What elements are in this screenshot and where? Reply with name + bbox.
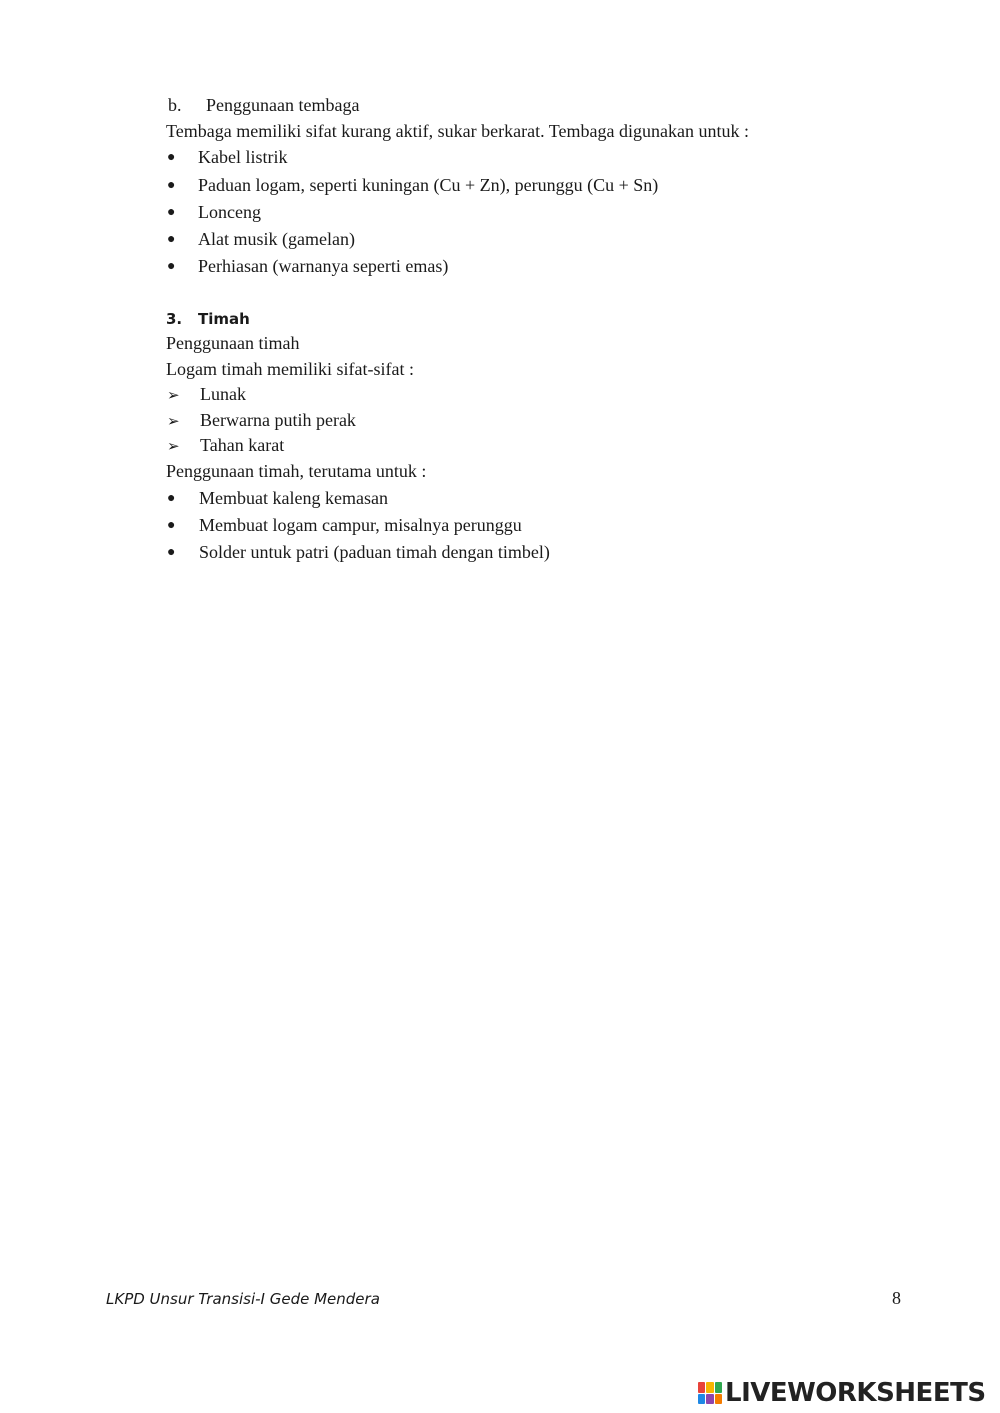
arrow-bullet-icon: ➢ [167, 386, 180, 404]
property-item: Berwarna putih perak [200, 410, 356, 430]
list-item: Lonceng [198, 202, 261, 222]
properties-intro: Logam timah memiliki sifat-sifat : [166, 359, 414, 379]
watermark-text: LIVEWORKSHEETS [725, 1378, 986, 1408]
section-3-title: Timah [198, 310, 250, 328]
bullet-dot: ● [167, 150, 176, 165]
bullet-dot: ● [167, 178, 176, 193]
list-item: Membuat logam campur, misalnya perunggu [199, 515, 522, 535]
bullet-dot: ● [167, 232, 176, 247]
list-item: Kabel listrik [198, 147, 288, 167]
footer-text: LKPD Unsur Transisi-I Gede Mendera [106, 1290, 380, 1308]
list-item: Membuat kaleng kemasan [199, 488, 388, 508]
liveworksheets-watermark [698, 1378, 986, 1408]
page-number: 8 [892, 1288, 901, 1308]
property-item: Tahan karat [200, 435, 285, 455]
uses-intro: Penggunaan timah, terutama untuk : [166, 461, 427, 481]
list-item: Solder untuk patri (paduan timah dengan timbel) [199, 542, 550, 562]
bullet-dot: ● [167, 491, 176, 506]
section-3-number: 3. [166, 310, 183, 328]
bullet-dot: ● [167, 518, 176, 533]
list-item: Perhiasan (warnanya seperti emas) [198, 256, 449, 276]
bullet-dot: ● [167, 545, 176, 560]
bullet-dot: ● [167, 259, 176, 274]
arrow-bullet-icon: ➢ [167, 412, 180, 430]
bullet-dot: ● [167, 205, 176, 220]
section-b-marker: b. [168, 95, 182, 115]
list-item: Alat musik (gamelan) [198, 229, 355, 249]
list-item: Paduan logam, seperti kuningan (Cu + Zn), perunggu (Cu + Sn) [198, 175, 659, 195]
section-b-intro: Tembaga memiliki sifat kurang aktif, sukar berkarat. Tembaga digunakan untuk : [166, 121, 749, 141]
section-b-title: Penggunaan tembaga [206, 95, 360, 115]
liveworksheets-logo-icon [698, 1382, 722, 1404]
section-3-subtitle: Penggunaan timah [166, 333, 300, 353]
property-item: Lunak [200, 384, 246, 404]
arrow-bullet-icon: ➢ [167, 437, 180, 455]
